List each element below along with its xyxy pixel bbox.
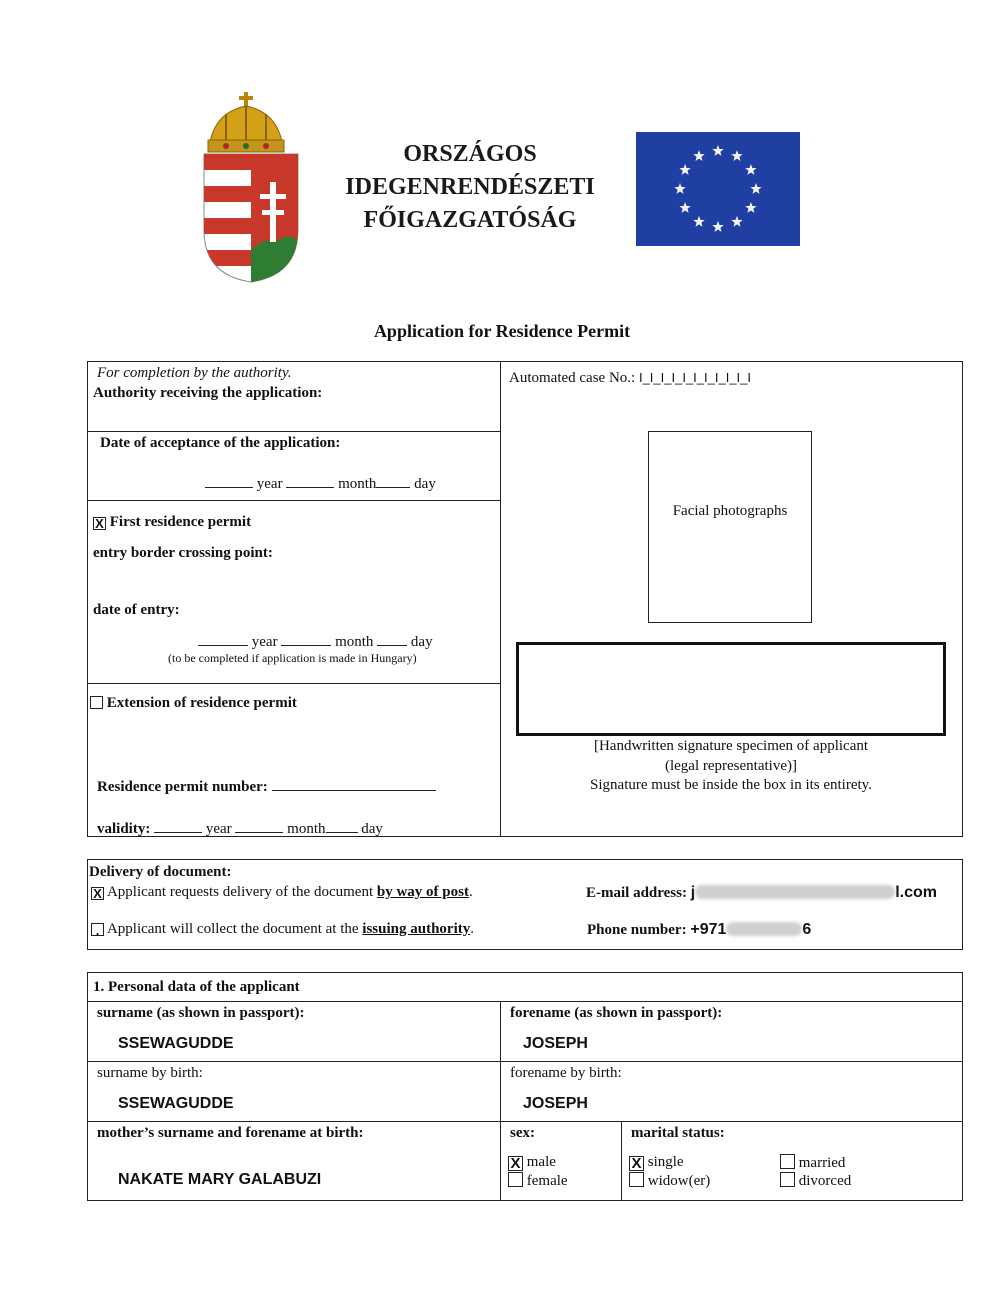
surname-label: surname (as shown in passport): — [97, 1005, 305, 1021]
divorced-checkbox[interactable] — [780, 1172, 795, 1187]
day-label: day — [361, 821, 383, 837]
phone-label: Phone number: — [587, 922, 687, 938]
phone-suffix: 6 — [802, 921, 812, 938]
month-label: month — [287, 821, 326, 837]
married-checkbox[interactable] — [780, 1154, 795, 1169]
surname-birth-label: surname by birth: — [97, 1065, 203, 1081]
border-crossing-label: entry border crossing point: — [93, 545, 273, 561]
completion-note: For completion by the authority. — [97, 365, 292, 381]
year-label: year — [251, 634, 278, 650]
phone-value: +971 — [690, 921, 727, 938]
marital-divorced-option — [780, 1172, 851, 1190]
marital-married-option — [780, 1154, 845, 1172]
single-label: single — [647, 1154, 684, 1170]
year-label: year — [256, 476, 283, 492]
personal-data-heading: 1. Personal data of the applicant — [93, 979, 300, 995]
validity-label: validity: — [97, 821, 151, 837]
forename-birth-label: forename by birth: — [510, 1065, 622, 1081]
email-label: E-mail address: — [586, 885, 687, 901]
surname-value[interactable]: SSEWAGUDDE — [118, 1035, 234, 1052]
delivery-heading: Delivery of document: — [89, 864, 232, 880]
agency-name-line1: ORSZÁGOS — [403, 141, 537, 167]
phone-row — [587, 921, 811, 939]
month-label: month — [335, 634, 374, 650]
day-label: day — [410, 634, 433, 650]
female-checkbox[interactable] — [508, 1172, 523, 1187]
male-label: male — [526, 1154, 556, 1170]
signature-instructions — [516, 737, 946, 796]
form-title: Application for Residence Permit — [373, 321, 631, 341]
single-checkbox[interactable]: X — [629, 1156, 644, 1171]
permit-number-row — [97, 776, 436, 796]
collect-text: Applicant will collect the document at the — [106, 921, 363, 937]
sex-female-option — [508, 1172, 568, 1190]
post-checkbox[interactable]: X — [91, 887, 104, 900]
redacted-phone — [726, 922, 802, 936]
marital-widow-option — [629, 1172, 710, 1190]
email-value: .com — [899, 884, 937, 901]
agency-name-line3: FŐIGAZGATÓSÁG — [363, 207, 577, 233]
signature-box[interactable] — [516, 642, 946, 736]
year-label: year — [205, 821, 232, 837]
first-permit-checkbox[interactable]: X — [93, 517, 106, 530]
post-link: by way of post — [376, 884, 469, 900]
signature-line3: Signature must be inside the box in its entirety. — [590, 777, 872, 793]
photo-label: Facial photographs — [672, 503, 788, 519]
mother-name-value[interactable]: NAKATE MARY GALABUZI — [118, 1171, 322, 1188]
validity-row — [97, 818, 383, 838]
mother-name-label: mother’s surname and forename at birth: — [97, 1125, 364, 1141]
email-prefix: j — [690, 884, 696, 901]
case-number — [509, 370, 751, 387]
divorced-label: divorced — [798, 1173, 852, 1189]
delivery-post-option — [91, 884, 473, 901]
receiving-authority-label: Authority receiving the application: — [93, 385, 323, 401]
surname-birth-value[interactable]: SSEWAGUDDE — [118, 1095, 234, 1112]
email-row — [586, 884, 937, 902]
photo-box — [648, 431, 812, 623]
redacted-email — [695, 885, 895, 899]
forename-birth-value[interactable]: JOSEPH — [523, 1095, 588, 1112]
month-label: month — [338, 476, 377, 492]
acceptance-date-fields — [205, 473, 436, 493]
period: . — [470, 921, 474, 937]
marital-single-option — [629, 1154, 684, 1171]
post-text: Applicant requests delivery of the document — [106, 884, 377, 900]
collect-checkbox[interactable]: . — [91, 923, 104, 936]
case-number-boxes: I_I_I_I_I_I_I_I_I_I_I — [638, 370, 751, 385]
forename-label: forename (as shown in passport): — [510, 1005, 723, 1021]
day-label: day — [414, 476, 436, 492]
male-checkbox[interactable]: X — [508, 1156, 523, 1171]
widow-checkbox[interactable] — [629, 1172, 644, 1187]
marital-status-label: marital status: — [631, 1125, 725, 1141]
extension-label: Extension of residence permit — [106, 695, 297, 711]
case-number-label: Automated case No.: — [509, 370, 636, 386]
sex-label: sex: — [510, 1125, 535, 1141]
entry-date-fields — [198, 631, 433, 651]
forename-value[interactable]: JOSEPH — [523, 1035, 588, 1052]
sex-male-option — [508, 1154, 556, 1171]
female-label: female — [526, 1173, 568, 1189]
eu-flag — [636, 132, 800, 246]
married-label: married — [798, 1155, 846, 1171]
first-permit-label: First residence permit — [109, 514, 252, 530]
signature-line2: (legal representative)] — [664, 757, 797, 774]
widow-label: widow(er) — [647, 1173, 711, 1189]
first-permit-row — [93, 514, 251, 531]
agency-name-line2: IDEGENRENDÉSZETI — [345, 174, 595, 200]
permit-number-label: Residence permit number: — [97, 779, 268, 795]
period: . — [468, 884, 473, 900]
signature-line1: [Handwritten signature specimen of applicant — [593, 738, 869, 754]
collect-link: issuing authority — [362, 921, 471, 937]
acceptance-date-label: Date of acceptance of the application: — [100, 435, 341, 451]
entry-date-note: (to be completed if application is made in Hungary) — [168, 651, 417, 665]
hungarian-coat-of-arms — [196, 90, 306, 286]
email-mid: l — [895, 884, 900, 901]
agency-name — [320, 138, 620, 237]
extension-row — [90, 695, 297, 712]
extension-checkbox[interactable] — [90, 696, 103, 709]
delivery-collect-option — [91, 921, 474, 938]
entry-date-label: date of entry: — [93, 602, 180, 618]
